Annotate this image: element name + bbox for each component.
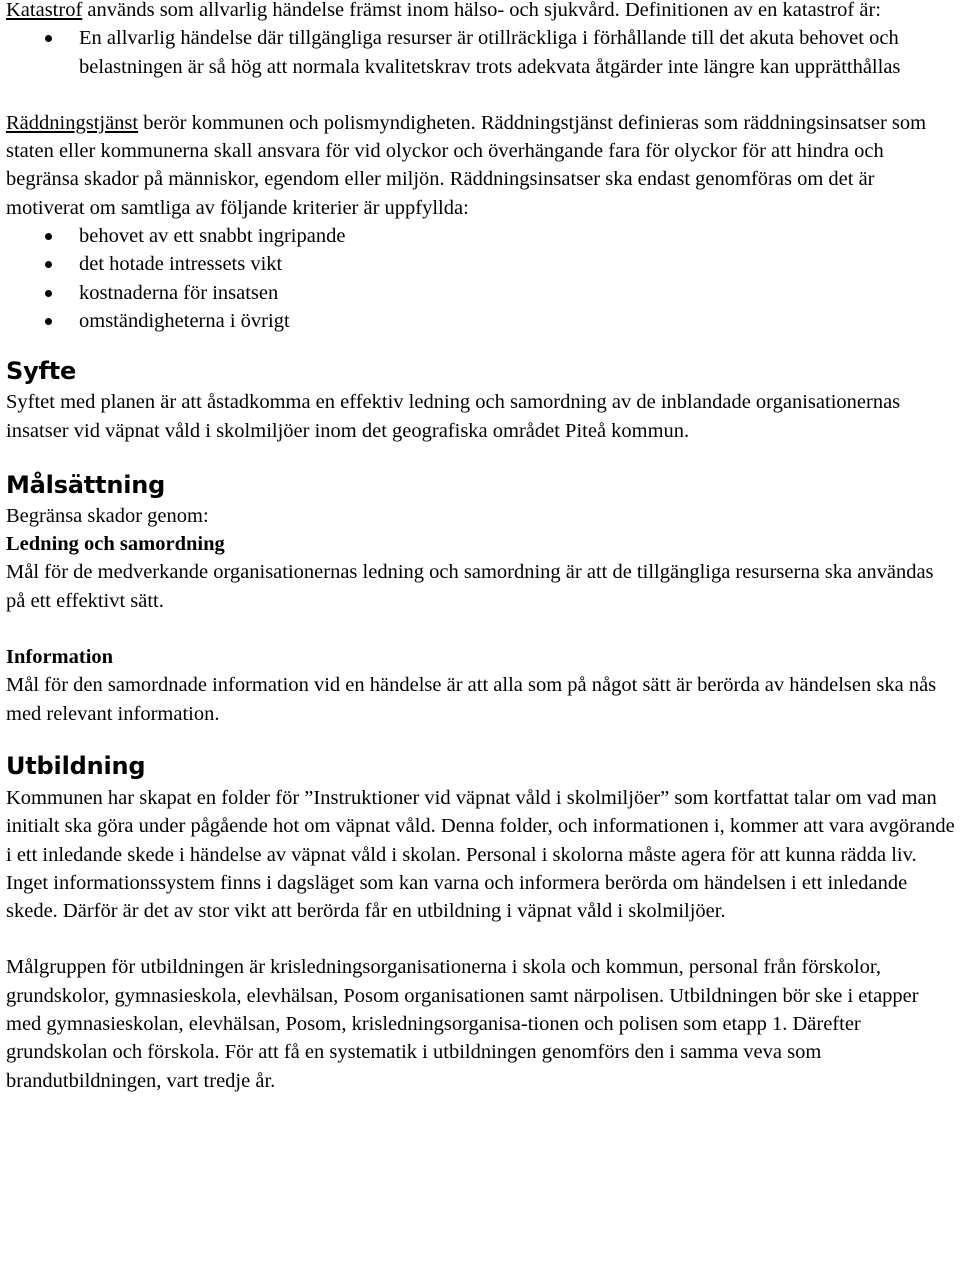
- raddningstjanst-text: berör kommunen och polismyndigheten. Räddningstjänst definieras som räddningsinsatser som staten eller kommunerna skall ansvara för vid olyckor och överhängande fara för olyckor för att hindra och begränsa skador på människor, egendom eller miljön. Räddningsinsatser ska endast genomföras om det är motiverat om samtliga av följande kriterier är uppfyllda:: [6, 111, 927, 219]
- raddningstjanst-term: Räddningstjänst: [6, 111, 139, 134]
- katastrof-definition-text: En allvarlig händelse där tillgängliga resurser är otillräckliga i förhållande till det akuta behovet och belastningen är så hög att normala kvalitetskrav trots adekvata åtgärder inte längre kan upprätthållas: [79, 27, 901, 78]
- document-page: [6, 0, 956, 1095]
- katastrof-definition-list: [6, 24, 956, 81]
- list-item: [6, 279, 956, 307]
- ledning-heading: Ledning och samordning: [6, 533, 225, 556]
- bullet-icon: [45, 233, 52, 240]
- utbildning-heading: Utbildning: [6, 751, 146, 780]
- information-text: Mål för den samordnade information vid en händelse är att alla som på något sätt är berörda av händelsen ska nås med relevant information.: [6, 674, 937, 725]
- list-item: [6, 250, 956, 278]
- bullet-icon: [45, 261, 52, 268]
- criterion-text: behovet av ett snabbt ingripande: [79, 225, 346, 248]
- criterion-text: omständigheterna i övrigt: [79, 309, 290, 332]
- raddningstjanst-paragraph: [6, 109, 956, 222]
- malsattning-heading: Målsättning: [6, 470, 166, 499]
- utbildning-paragraph-2: Målgruppen för utbildningen är krisledningsorganisationerna i skola och kommun, personal från förskolor, grundskolor, gymnasieskola, elevhälsan, Posom organisationen samt närpolisen. Utbildningen bör ske i etapper med gymnasieskolan, elevhälsan, Posom, krisledningsorganisa-tionen och polisen som etapp 1. Därefter grundskolan och förskola. För att få en systematik i utbildningen genomförs den i samma veva som brandutbildningen, vart tredje år.: [6, 956, 919, 1092]
- syfte-text: Syftet med planen är att åstadkomma en effektiv ledning och samordning av de inblandade organisationernas insatser vid väpnat våld i skolmiljöer inom det geografiska området Piteå kommun.: [6, 391, 901, 442]
- criteria-list: [6, 222, 956, 335]
- syfte-heading: Syfte: [6, 357, 77, 386]
- bullet-icon: [45, 318, 52, 325]
- criterion-text: kostnaderna för insatsen: [79, 281, 279, 304]
- spacer: [6, 81, 956, 109]
- malsattning-intro: Begränsa skador genom:: [6, 504, 209, 527]
- spacer: [6, 925, 956, 953]
- criterion-text: det hotade intressets vikt: [79, 253, 283, 276]
- bullet-icon: [45, 290, 52, 297]
- list-item: [6, 307, 956, 335]
- katastrof-definition-intro: [6, 0, 956, 24]
- information-heading: Information: [6, 646, 114, 669]
- list-item: [6, 24, 956, 81]
- katastrof-term: Katastrof: [6, 0, 83, 21]
- katastrof-intro-text: används som allvarlig händelse främst inom hälso- och sjukvård. Definitionen av en katastrof är:: [82, 0, 881, 21]
- utbildning-paragraph-1: Kommunen har skapat en folder för ”Instruktioner vid väpnat våld i skolmiljöer” som kortfattat talar om vad man initialt ska göra under pågående hot om väpnat våld. Denna folder, och informationen i, kommer att vara avgörande i ett inledande skede i händelse av väpnat våld i skolan. Personal i skolorna måste agera för att kunna rädda liv. Inget informationssystem finns i dagsläget som kan varna och informera berörda om händelsen i ett inledande skede. Därför är det av stor vikt att berörda får en utbildning i väpnat våld i skolmiljöer.: [6, 786, 955, 923]
- list-item: [6, 222, 956, 250]
- ledning-text: Mål för de medverkande organisationernas ledning och samordning är att de tillgängliga resurserna ska användas på ett effektivt sätt.: [6, 561, 934, 612]
- bullet-icon: [45, 35, 52, 42]
